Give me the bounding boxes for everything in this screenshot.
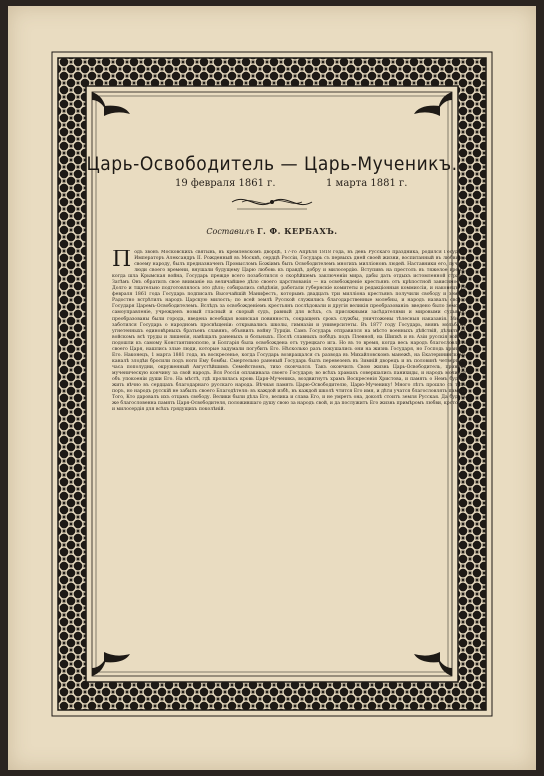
body-paragraph: одъ звонъ Московскихъ святынь, въ кремлевскомъ дворцѣ, 17-го Апрѣля 1818 года, въ день Русскаго праздника, родился Государь Императоръ Александръ II. Рожденный въ Москвѣ, сердцѣ Россіи, Государь съ первыхъ дней своей жизни, воспитанный въ любви къ своему народу, былъ предназначенъ Промысломъ Божіимъ быть Освободителемъ многихъ милліоновъ людей. Наставники его, лучшіе люди своего времени, внушали будущему Царю любовь къ правдѣ, добру и милосердію. Вступивъ на престолъ въ тяжелое время, когда шла Крымская война, Государь прежде всего позаботился о скорѣйшемъ заключеніи мира, дабы дать отдыхъ истомленной странѣ. Затѣмъ Онъ обратилъ свое вниманіе на величайшее дѣло своего царствованія — на освобожденіе крестьянъ отъ крѣпостной зависимости. Долго и тщательно подготовлялось это дѣло; собирались свѣдѣнія, работали губернскіе комитеты и редакціонныя коммиссіи, и наконецъ 19 февраля 1861 года Государь подписалъ Высочайшій Манифестъ, которымъ двадцать три милліона крестьянъ получили свободу и землю. Радостно встрѣтилъ народъ Царскую милость; по всей землѣ Русской служились благодарственные молебны, и народъ назвалъ своего Государя Царемъ-Освободителемъ. Вслѣдъ за освобожденіемъ крестьянъ послѣдовали и другія великія преобразованія: введено было земское самоуправленіе, учрежденъ новый гласный и скорый судъ, равный для всѣхъ, съ присяжными засѣдателями и мировыми судьями; преобразованы были города, введена всеобщая воинская повинность, сокращенъ срокъ службы, уничтожены тѣлесныя наказанія. Много заботился Государь о народномъ просвѣщеніи: открывались школы, гимназіи и университеты. Въ 1877 году Государь, внявъ мольбамъ угнетенныхъ единовѣрныхъ братьевъ славянъ, объявилъ войну Турціи. Самъ Государь отправился на мѣсто военныхъ дѣйствій, дѣлилъ съ войскомъ всѣ труды и лишенія, навѣщалъ раненыхъ и больныхъ. Послѣ славныхъ побѣдъ подъ Плевной, на Шипкѣ и въ Азіи русскія войска подошли къ самому Константинополю, и Болгарія была освобождена отъ турецкаго ига. Но въ то время, когда весь народъ благословлялъ своего Царя, нашлись злые люди, которые задумали погубить Его. Нѣсколько разъ покушались они на жизнь Государя, но Господь хранилъ Его. Наконецъ, 1 марта 1881 года, въ воскресенье, когда Государь возвращался съ развода въ Михайловскомъ манежѣ, на Екатерининскомъ каналѣ злодѣи бросили подъ ноги Ему бомбы. Смертельно раненый Государь былъ перевезенъ въ Зимній дворецъ и въ половинѣ четвертаго часа пополудни, окруженный Августѣйшимъ Семействомъ, тихо скончался. Такъ окончилъ Свою жизнь Царь-Освободитель, принявъ мученическую кончину за свой народъ. Вся Россія оплакивала своего Государя; во всѣхъ храмахъ совершались панихиды, и народъ молился объ упокоеніи души Его. На мѣстѣ, гдѣ пролилась кровь Царя-Мученика, воздвигнутъ храмъ Воскресенія Христова, и память о Немъ будетъ жить вѣчно въ сердцахъ благодарнаго русскаго народа. Вѣчная память Царю-Освободителю, Царю-Мученику! Много лѣтъ прошло съ тѣхъ поръ, но народъ русскій не забылъ своего Благодѣтеля: въ каждой избѣ, въ каждой школѣ чтится Его имя, и дѣти учатся благословлять память Того, Кто даровалъ ихъ отцамъ свободу. Велики были дѣла Его, велика и слава Его, и не умретъ она, доколѣ стоитъ земля Русская. Да будетъ же благословенна память Царя-Освободителя, положившаго душу свою за народъ свой, и да послужитъ Его жизнь примѣромъ любви, кротости и милосердія для всѣхъ грядущихъ поколѣній. (112, 250, 466, 413)
author-line (8, 226, 536, 236)
body-text (112, 250, 466, 638)
date-left: 19 февраля 1861 г. (175, 178, 276, 189)
author-prefix: Составилъ (206, 227, 255, 236)
drop-cap: П (112, 250, 132, 272)
date-right: 1 марта 1881 г. (326, 178, 408, 189)
author-name: Г. Ф. КЕРБАХЪ. (256, 226, 338, 236)
postcard-sheet (8, 6, 536, 770)
title-flourish (227, 191, 317, 213)
document-title: Царь-Освободитель — Царь-Мученикъ. (86, 153, 458, 175)
